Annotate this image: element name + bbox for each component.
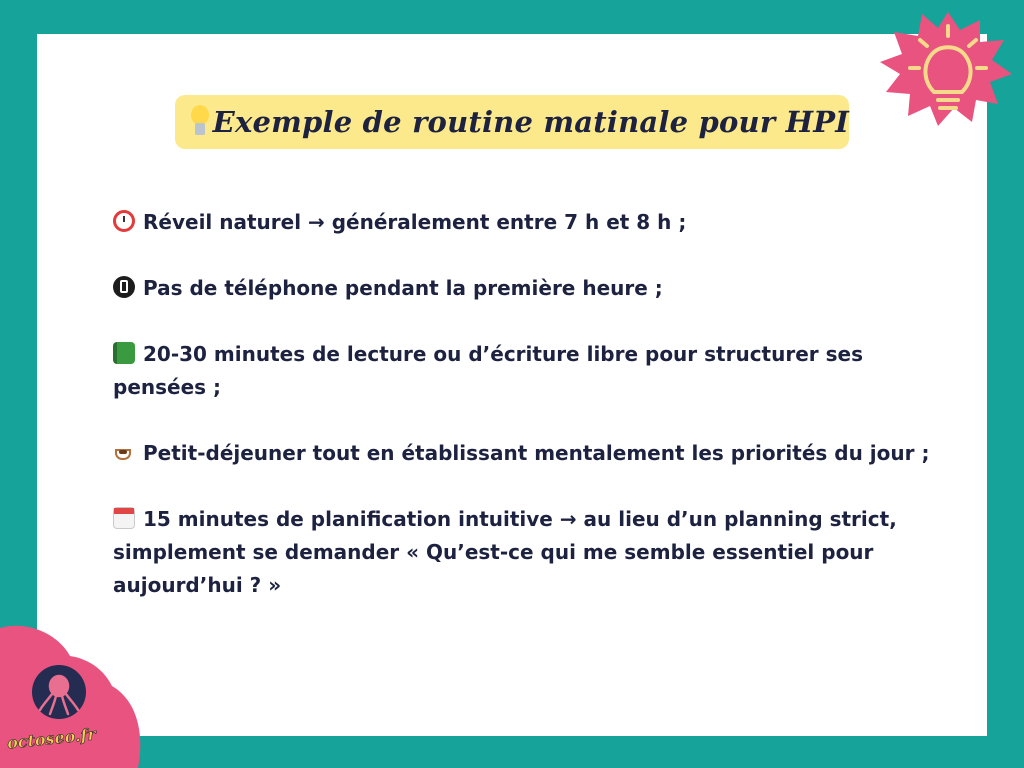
- green-book-icon: [113, 342, 135, 364]
- light-bulb-icon: [876, 8, 1016, 128]
- list-item: [113, 272, 933, 305]
- title-banner: [175, 95, 849, 149]
- light-bulb-icon: [189, 105, 195, 139]
- svg-text:octoseo.fr: octoseo.fr: [6, 724, 97, 753]
- list-item: [113, 338, 933, 404]
- hot-beverage-icon: [113, 441, 135, 463]
- list-item: [113, 437, 933, 470]
- no-mobile-phones-icon: [113, 276, 135, 298]
- list-item-text: Petit-déjeuner tout en établissant mentalement les priorités du jour ;: [143, 441, 930, 465]
- page-title: Exemple de routine matinale pour HPI: [212, 105, 849, 139]
- list-item-text: Réveil naturel → généralement entre 7 h et 8 h ;: [143, 210, 687, 234]
- list-item: [113, 206, 933, 239]
- list-item-text: 15 minutes de planification intuitive → au lieu d’un planning strict, simplement se demander « Qu’est-ce qui me semble essentiel pour aujourd’hui ? »: [113, 507, 897, 597]
- list-item-text: 20-30 minutes de lecture ou d’écriture libre pour structurer ses pensées ;: [113, 342, 863, 399]
- alarm-clock-icon: [113, 210, 135, 232]
- routine-list: [113, 206, 933, 602]
- brand-logo: [0, 620, 145, 768]
- list-item-text: Pas de téléphone pendant la première heure ;: [143, 276, 663, 300]
- calendar-icon: [113, 507, 135, 529]
- list-item: [113, 503, 933, 602]
